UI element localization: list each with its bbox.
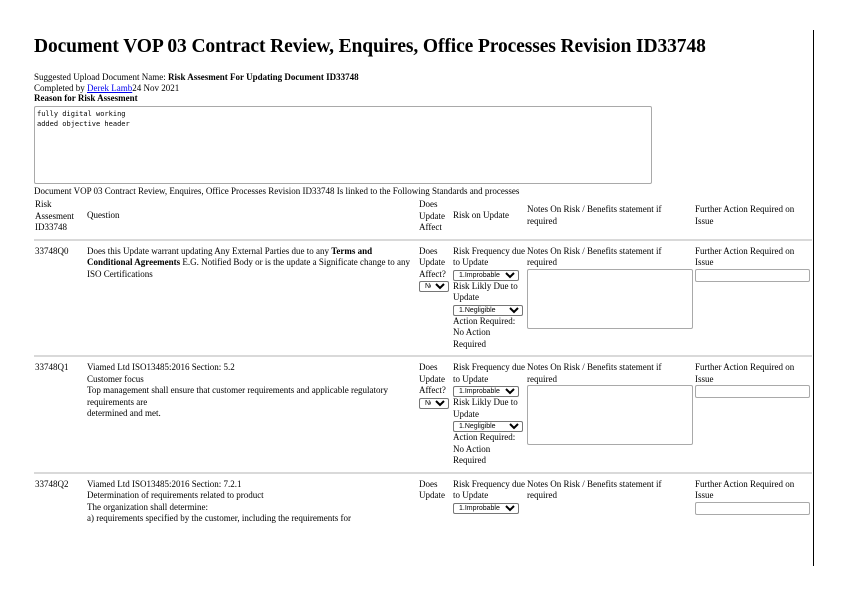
risk-frequency-select[interactable] xyxy=(453,503,519,514)
table-row xyxy=(34,245,812,352)
header-id: Risk Assesment ID33748 xyxy=(35,199,74,232)
row-notes xyxy=(526,478,694,526)
completed-by-line xyxy=(34,83,359,94)
question-line: Customer focus xyxy=(87,373,144,384)
further-label: Further Action Required on Issue xyxy=(695,245,795,267)
risk-likely-select[interactable] xyxy=(453,421,523,432)
further-action-input[interactable] xyxy=(695,385,810,398)
freq-label: Risk Frequency due to Update xyxy=(453,362,525,384)
further-action-input[interactable] xyxy=(695,502,810,515)
header-notes: Notes On Risk / Benefits statement if required xyxy=(527,204,662,226)
row-divider xyxy=(34,239,812,241)
question-line: Viamed Ltd ISO13485:2016 Section: 7.2.1 xyxy=(87,478,242,489)
affect-select[interactable] xyxy=(419,281,449,292)
header-risk: Risk on Update xyxy=(453,210,509,220)
notes-label: Notes On Risk / Benefits statement if required xyxy=(527,362,662,384)
table-header-row xyxy=(34,198,812,235)
header-affect: Does Update Affect xyxy=(419,199,445,232)
question-line: The organization shall determine: xyxy=(87,501,209,512)
question-line: determined and met. xyxy=(87,408,161,418)
document-meta xyxy=(34,72,359,104)
notes-textarea[interactable] xyxy=(527,385,693,445)
row-question xyxy=(86,478,418,526)
suggested-name-line xyxy=(34,72,359,83)
linked-standards-text: Document VOP 03 Contract Review, Enquires, Office Processes Revision ID33748 Is linked to the Following Standards and processes xyxy=(34,186,520,196)
notes-label: Notes On Risk / Benefits statement if required xyxy=(527,478,662,500)
row-question xyxy=(86,361,418,468)
action-required-text: Action Required: No Action Required xyxy=(453,432,516,465)
row-risk xyxy=(452,361,526,468)
row-id: 33748Q1 xyxy=(35,362,69,372)
action-required-text: Action Required: No Action Required xyxy=(453,315,516,349)
row-notes xyxy=(526,361,694,468)
row-further xyxy=(694,245,812,352)
page-title: Document VOP 03 Contract Review, Enquires, Office Processes Revision ID33748 xyxy=(34,36,706,57)
notes-textarea[interactable] xyxy=(527,269,693,329)
risk-frequency-select[interactable] xyxy=(453,270,519,281)
completed-by-link[interactable]: Derek Lamb xyxy=(87,82,133,93)
suggested-name-value: Risk Assesment For Updating Document ID33748 xyxy=(167,72,359,82)
row-id: 33748Q0 xyxy=(35,245,69,256)
freq-label: Risk Frequency due to Update xyxy=(453,245,525,267)
completed-by-label: Completed by xyxy=(34,82,87,93)
question-line: Viamed Ltd ISO13485:2016 Section: 5.2 xyxy=(87,362,235,372)
suggested-name-label: Suggested Upload Document Name: xyxy=(34,72,168,82)
affect-select[interactable] xyxy=(419,398,449,409)
affect-label: Does Update Affect? xyxy=(419,245,446,279)
table-row xyxy=(34,478,812,526)
row-affect xyxy=(418,245,452,352)
row-question xyxy=(86,245,418,352)
row-affect xyxy=(418,361,452,468)
likely-label: Risk Likly Due to Update xyxy=(453,280,518,302)
further-label: Further Action Required on Issue xyxy=(695,362,795,384)
row-divider xyxy=(34,355,812,357)
further-action-input[interactable] xyxy=(695,269,810,282)
row-further xyxy=(694,478,812,526)
reason-label: Reason for Risk Assesment xyxy=(34,93,138,103)
risk-assessment-table xyxy=(34,198,812,526)
row-further xyxy=(694,361,812,468)
header-question: Question xyxy=(87,210,120,220)
freq-label: Risk Frequency due to Update xyxy=(453,478,525,500)
reason-textarea[interactable]: fully digital working added objective header xyxy=(34,106,652,184)
row-notes xyxy=(526,245,694,352)
row-affect xyxy=(418,478,452,526)
question-text-end: E.G. Notified Body or is the update a Significate change to any ISO Certifications xyxy=(87,257,411,279)
header-further: Further Action Required on Issue xyxy=(695,204,795,226)
question-text: Does this Update warrant updating Any External Parties due to any xyxy=(87,245,332,256)
affect-label: Does Update xyxy=(419,478,445,500)
further-label: Further Action Required on Issue xyxy=(695,478,795,500)
question-line: Determination of requirements related to product xyxy=(87,490,264,500)
question-line: Top management shall ensure that customer requirements and applicable regulatory requirements are xyxy=(87,385,389,407)
row-risk xyxy=(452,245,526,352)
question-line: a) requirements specified by the customer, including the requirements for xyxy=(87,513,352,523)
row-risk xyxy=(452,478,526,526)
row-id: 33748Q2 xyxy=(35,478,69,489)
page-right-border xyxy=(813,30,814,566)
row-divider xyxy=(34,472,812,474)
likely-label: Risk Likly Due to Update xyxy=(453,397,518,419)
risk-likely-select[interactable] xyxy=(453,305,523,316)
affect-label: Does Update Affect? xyxy=(419,362,446,395)
table-row xyxy=(34,361,812,468)
question-bold-text: Terms and Conditional Agreements xyxy=(87,245,373,267)
completed-date: 24 Nov 2021 xyxy=(132,82,180,93)
risk-frequency-select[interactable] xyxy=(453,386,519,397)
notes-label: Notes On Risk / Benefits statement if required xyxy=(527,245,662,267)
